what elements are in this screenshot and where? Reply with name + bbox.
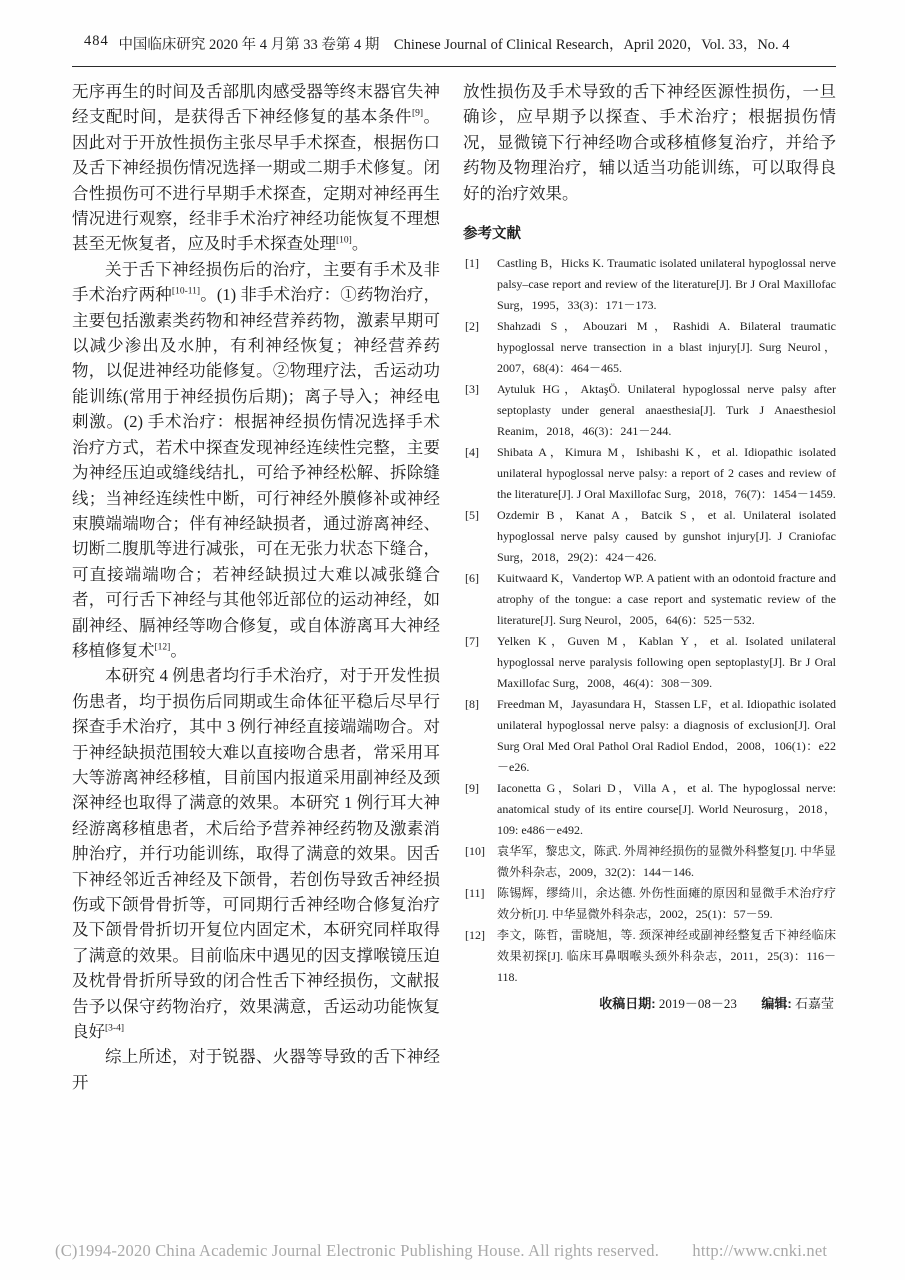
reference-text: Kuitwaard K，Vandertop WP. A patient with an odontoid fracture and atrophy of the tongue: a case report and systematic review of the literature[J]. Surg Neurol，2005，64(6)：525－532. [497, 571, 836, 628]
citation-superscript: [10] [336, 235, 352, 246]
body-paragraph [72, 257, 440, 664]
paragraph-text: 关于舌下神经损伤后的治疗，主要有手术及非手术治疗两种 [72, 259, 440, 305]
page-number: 484 [84, 33, 109, 49]
reference-text: Castling B，Hicks K. Traumatic isolated unilateral hypoglossal nerve palsy–case report and review of the literature[J]. Br J Oral Maxillofac Surg，1995，33(3)：171－173. [497, 256, 836, 313]
reference-item [463, 568, 836, 631]
received-date: 2019－08－23 [658, 996, 737, 1012]
paragraph-text: 无序再生的时间及舌部肌肉感受器等终末器官失神经支配时间，是获得舌下神经修复的基本条件 [72, 82, 440, 127]
paragraph-text: 综上所述，对于锐器、火器等导致的舌下神经开 [72, 1047, 440, 1092]
reference-item [463, 883, 836, 925]
paragraph-text: 本研究 4 例患者均行手术治疗，对于开发性损伤患者，均于损伤后同期或生命体征平稳后尽早行探查手术治疗，其中 3 例行神经直接端端吻合。对于神经缺损范围较大难以直接吻合患者，常采用耳大等游离神经移植，目前国内报道采用副神经及颈深神经也取得了满意的效果。本研究 1 例行耳大神经游离移植患者，术后给予营养神经药物及激素消肿治疗，并行功能训练，取得了满意的效果。因舌下神经邻近舌神经及下颌骨，若创伤导致舌神经损伤或下颌骨骨折等，可同期行舌神经吻合修复治疗及下颌骨骨折切开复位内固定术，本研究同样取得了满意的效果。目前临床中遇见的因支撑喉镜压迫及枕骨骨折所导致的闭合性舌下神经损伤，文献报告予以保守药物治疗，效果满意，舌运动功能恢复良好 [72, 666, 440, 1042]
journal-title: 中国临床研究 2020 年 4 月第 33 卷第 4 期 Chinese Journal of Clinical Research，April 2020，Vol. 33，No. 4 [118, 37, 790, 53]
citation-superscript: [10-11] [171, 286, 201, 297]
body-paragraph [463, 79, 836, 206]
reference-item [463, 379, 836, 442]
references-list [463, 253, 836, 988]
reference-number: [1] [465, 256, 479, 271]
paragraph-text: 。因此对于开放性损伤主张尽早手术探查，根据伤口及舌下神经损伤情况选择一期或二期手术修复。闭合性损伤可不进行早期手术探查，定期对神经再生情况进行观察，经非手术治疗神经功能恢复不理想甚至无恢复者，应及时手术探查处理 [72, 107, 441, 254]
reference-text: Shahzadi S，Abouzari M，Rashidi A. Bilateral traumatic hypoglossal nerve transection in a blast injury[J]. Surg Neurol，2007，68(4)：464－465. [497, 319, 836, 376]
reference-text: Shibata A，Kimura M，Ishibashi K，et al. Idiopathic isolated unilateral hypoglossal nerve palsy: a report of 2 cases and review of the literature[J]. J Oral Maxillofac Surg，2018，76(7)：1454－1459. [497, 445, 836, 502]
paragraph-text: 。(1) 非手术治疗：①药物治疗，主要包括激素类药物和神经营养药物，激素早期可以减少渗出及水肿，有利神经恢复；神经营养药物，以促进神经功能修复。②物理疗法，舌运动功能训练(常用于神经损伤后期)；离子导入；神经电刺激。(2) 手术治疗：根据神经损伤情况选择手术治疗方式，若术中探查发现神经连续性完整，主要为神经压迫或缝线结扎，可给予神经松解、拆除缝线；当神经连续性中断，可行神经外膜修补或神经束膜端端吻合；伴有神经缺损者，通过游离神经、切断二腹肌等进行减张，可在无张力状态下缝合，可直接端端吻合；若神经缺损过大难以减张缝合者，可行舌下神经与其他邻近部位的运动神经，如副神经、膈神经等吻合修复，或自体游离耳大神经移植修复术 [72, 285, 441, 660]
reference-number: [10] [465, 844, 485, 859]
reference-item [463, 778, 836, 841]
body-paragraph [72, 663, 440, 1044]
reference-text: 袁华军，黎忠文，陈武. 外周神经损伤的显微外科整复[J]. 中华显微外科杂志，2009，32(2)：144－146. [497, 844, 836, 880]
received-date-label: 收稿日期: [599, 996, 656, 1012]
reference-number: [7] [465, 634, 479, 649]
right-column [463, 79, 836, 1015]
footer-copyright: (C)1994-2020 China Academic Journal Electronic Publishing House. All rights reserved. http://www.cnki.net [55, 1241, 828, 1260]
reference-number: [3] [465, 382, 479, 397]
reference-number: [12] [465, 928, 485, 943]
citation-superscript: [9] [411, 108, 424, 119]
reference-number: [5] [465, 508, 479, 523]
reference-item [463, 505, 836, 568]
editor-name: 石嘉莹 [794, 996, 834, 1012]
reference-text: 陈锡辉，缪绮川，余达德. 外伤性面瘫的原因和显微手术治疗疗效分析[J]. 中华显微外科杂志，2002，25(1)：57－59. [497, 886, 836, 922]
references-heading: 参考文献 [463, 226, 521, 243]
reference-item [463, 631, 836, 694]
paragraph-text: 放性损伤及手术导致的舌下神经医源性损伤，一旦确诊，应早期予以探查、手术治疗；根据损伤情况，显微镜下行神经吻合或移植修复治疗，并给予药物及物理治疗，辅以适当功能训练，可以取得良好的治疗效果。 [463, 82, 836, 203]
reference-text: Iaconetta G，Solari D，Villa A，et al. The hypoglossal nerve: anatomical study of its entire course[J]. World Neurosurg，2018，109: e486－e492. [497, 781, 836, 838]
reference-number: [11] [465, 886, 485, 901]
citation-superscript: [12] [154, 642, 171, 653]
reference-text: Aytuluk HG，AktaşÖ. Unilateral hypoglossal nerve palsy after septoplasty under general anaesthesia[J]. Turk J Anaesthesiol Reanim，2018，46(3)：241－244. [497, 382, 836, 439]
reference-number: [2] [465, 319, 479, 334]
reference-number: [4] [465, 445, 479, 460]
reference-number: [9] [465, 781, 479, 796]
reference-text: Ozdemir B，Kanat A，Batcik S，et al. Unilateral isolated hypoglossal nerve palsy caused by gunshot injury[J]. J Craniofac Surg，2018，29(2)：424－426. [497, 508, 836, 565]
header-divider [72, 66, 836, 67]
paragraph-text: 。 [170, 640, 187, 660]
body-paragraph [72, 1044, 440, 1095]
reference-item [463, 253, 836, 316]
paragraph-text: 。 [351, 234, 369, 254]
reference-item [463, 694, 836, 778]
citation-superscript: [3-4] [105, 1023, 124, 1034]
reference-number: [6] [465, 571, 479, 586]
right-column-paragraphs [463, 79, 836, 206]
body-paragraph [72, 79, 440, 257]
left-column [72, 79, 440, 1095]
page-header [72, 30, 836, 56]
editor-label: 编辑: [761, 996, 792, 1012]
reference-item [463, 316, 836, 379]
reference-item [463, 442, 836, 505]
left-column-paragraphs [72, 79, 440, 1095]
reference-number: [8] [465, 697, 479, 712]
reference-text: 李文，陈哲，雷晓旭，等. 颈深神经或副神经整复舌下神经临床效果初探[J]. 临床耳鼻咽喉头颈外科杂志，2011，25(3)：116－118. [497, 928, 836, 985]
reference-text: Yelken K，Guven M，Kablan Y，et al. Isolated unilateral hypoglossal nerve paralysis following open septoplasty[J]. Br J Oral Maxillofac Surg，2008，46(4)：308－309. [497, 634, 836, 691]
reference-text: Freedman M，Jayasundara H，Stassen LF，et al. Idiopathic isolated unilateral hypoglossal nerve palsy: a diagnosis of exclusion[J]. Oral Surg Oral Med Oral Pathol Oral Radiol Endod，2008，106(1)：e22－e26. [497, 697, 836, 775]
reference-item [463, 925, 836, 988]
received-line [463, 993, 836, 1015]
reference-item [463, 841, 836, 883]
